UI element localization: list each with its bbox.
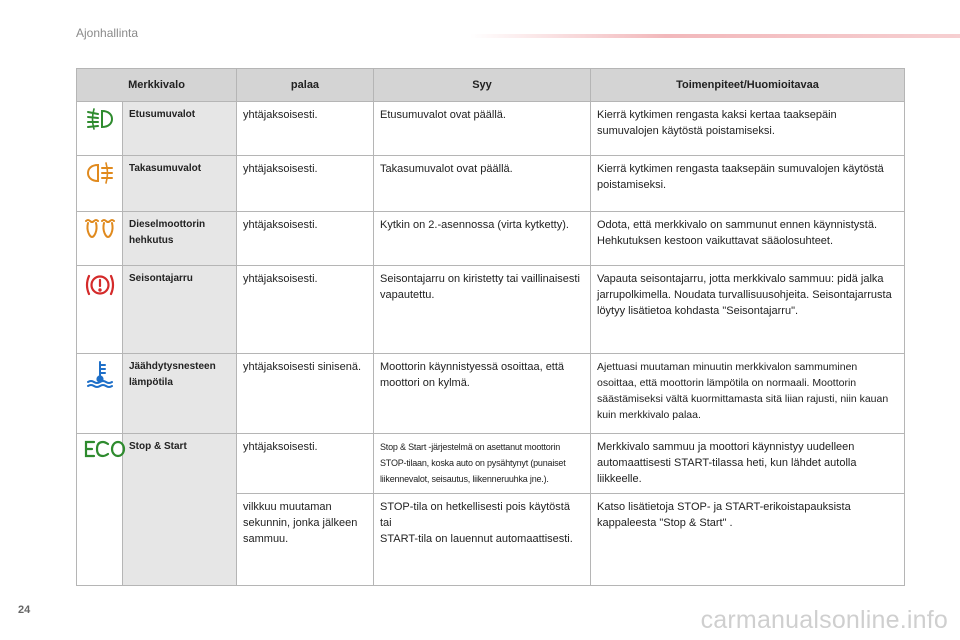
cause-line: tai [380,517,392,529]
parking-brake-icon [84,271,116,304]
indicator-action: Kierrä kytkimen rengasta kaksi kertaa taaksepäin sumuvalojen käytöstä poistamiseksi. [591,102,905,156]
watermark: carmanualsonline.info [700,606,948,634]
table-cell-icon [77,102,123,156]
column-header-state: palaa [237,69,374,102]
indicator-cause [374,494,591,586]
indicator-state: yhtäjaksoisesti. [237,102,374,156]
table-row [77,434,905,494]
page-number: 24 [18,604,31,616]
indicator-cause: Seisontajarru on kiristetty tai vaillinaisesti vapautettu. [374,266,591,354]
table-cell-icon [77,434,123,586]
indicator-action: Katso lisätietoja STOP- ja START-erikoistapauksista kappaleesta "Stop & Start" . [591,494,905,586]
indicator-name: Etusumuvalot [123,102,237,156]
column-header-indicator: Merkkivalo [77,69,237,102]
table-row [77,102,905,156]
indicator-state: yhtäjaksoisesti. [237,212,374,266]
table-header-row [77,69,905,102]
indicator-cause: Etusumuvalot ovat päällä. [374,102,591,156]
indicator-state: vilkkuu muutaman sekunnin, jonka jälkeen sammuu. [237,494,374,586]
coolant-temperature-icon [85,359,115,394]
indicator-cause: Stop & Start -järjestelmä on asettanut moottorin STOP-tilaan, koska auto on pysähtynyt (punaiset liikennevalot, seisautus, liikenneruuhka jne.). [374,434,591,494]
table-cell-icon [77,266,123,354]
column-header-action: Toimenpiteet/Huomioitavaa [591,69,905,102]
eco-icon [83,439,127,464]
section-title: Ajonhallinta [76,26,139,40]
table-row [77,212,905,266]
cause-line: START-tila on lauennut automaattisesti. [380,533,573,545]
indicator-state: yhtäjaksoisesti. [237,156,374,212]
indicator-cause: Takasumuvalot ovat päällä. [374,156,591,212]
cause-line: STOP-tila on hetkellisesti pois käytöstä [380,501,570,513]
table-row [77,156,905,212]
front-fog-lamp-icon [85,107,115,136]
indicator-state: yhtäjaksoisesti. [237,434,374,494]
indicator-name: Jäähdytysnesteen lämpötila [123,354,237,434]
indicator-name: Takasumuvalot [123,156,237,212]
indicator-cause: Kytkin on 2.-asennossa (virta kytketty). [374,212,591,266]
table-row [77,354,905,434]
warning-lights-table [76,68,905,586]
indicator-name: Stop & Start [123,434,237,586]
header-divider [470,34,960,38]
indicator-action: Ajettuasi muutaman minuutin merkkivalon sammuminen osoittaa, että moottorin lämpötila on normaali. Moottorin säästämiseksi vältä kuormittamasta sitä liian rajusti, niin kauan kuin merkkivalo palaa. [591,354,905,434]
indicator-action: Kierrä kytkimen rengasta taaksepäin sumuvalojen käytöstä poistamiseksi. [591,156,905,212]
indicator-state: yhtäjaksoisesti sinisenä. [237,354,374,434]
table-cell-icon [77,354,123,434]
indicator-state: yhtäjaksoisesti. [237,266,374,354]
table-cell-icon [77,212,123,266]
indicator-name: Seisontajarru [123,266,237,354]
glow-plug-icon [84,217,116,244]
indicator-cause: Moottorin käynnistyessä osoittaa, että moottori on kylmä. [374,354,591,434]
indicator-action: Odota, että merkkivalo on sammunut ennen käynnistystä. Hehkutuksen kestoon vaikuttavat sääolosuhteet. [591,212,905,266]
column-header-cause: Syy [374,69,591,102]
table-row [77,266,905,354]
table-cell-icon [77,156,123,212]
rear-fog-lamp-icon [85,161,115,190]
indicator-action: Vapauta seisontajarru, jotta merkkivalo sammuu: pidä jalka jarrupolkimella. Noudata turvallisuusohjeita. Seisontajarrusta löytyy lisätietoa kohdasta "Seisontajarru". [591,266,905,354]
indicator-name: Dieselmoottorin hehkutus [123,212,237,266]
indicator-action: Merkkivalo sammuu ja moottori käynnistyy uudelleen automaattisesti START-tilassa heti, kun lähdet autolla liikkeelle. [591,434,905,494]
